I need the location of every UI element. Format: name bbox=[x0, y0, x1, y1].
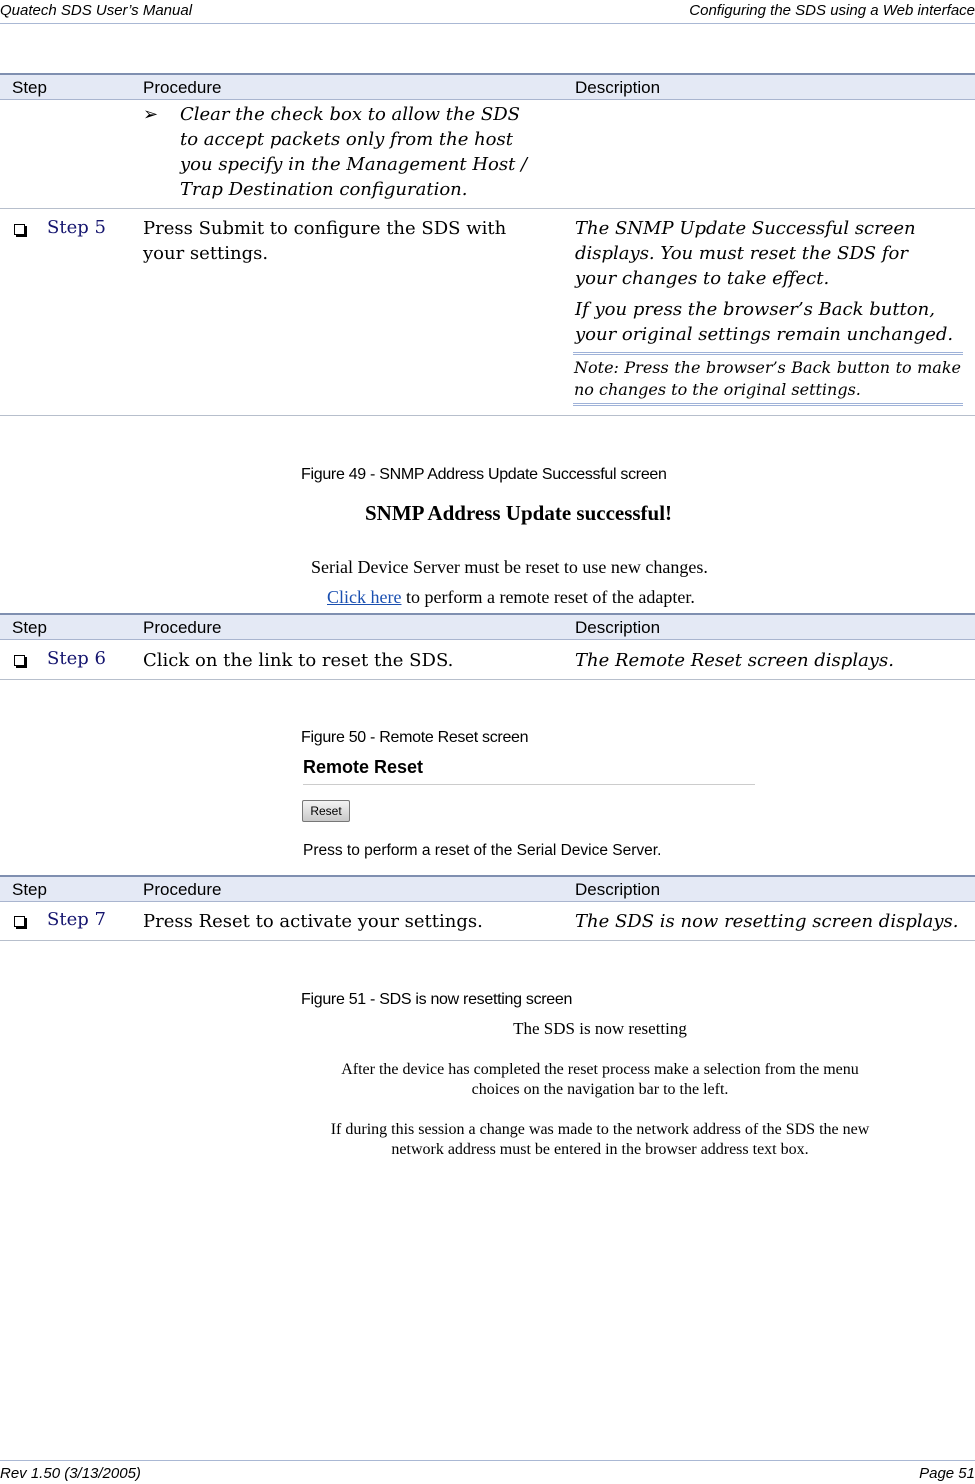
arrow-bullet-icon: ➢ bbox=[143, 104, 159, 125]
checkbox-icon[interactable] bbox=[14, 224, 25, 235]
column-step: Step bbox=[12, 78, 47, 97]
bullet-line: Clear the check box to allow the SDS bbox=[180, 104, 521, 125]
remote-reset-line bbox=[327, 587, 695, 608]
page-header bbox=[0, 0, 975, 24]
page-footer bbox=[0, 1460, 975, 1484]
reset-button[interactable]: Reset bbox=[302, 800, 350, 822]
header-section-title: Configuring the SDS using a Web interface bbox=[689, 2, 975, 19]
description-line: If you press the browser’s Back button, bbox=[575, 299, 935, 320]
column-step: Step bbox=[12, 618, 47, 637]
step-label: Step 7 bbox=[47, 909, 106, 930]
column-procedure: Procedure bbox=[143, 618, 222, 637]
bullet-line: to accept packets only from the host bbox=[180, 129, 513, 150]
procedure-text: Press Reset to activate your settings. bbox=[143, 911, 483, 932]
column-step: Step bbox=[12, 880, 47, 899]
description-line: displays. You must reset the SDS for bbox=[575, 243, 908, 264]
note-box: Note: Press the browser’s Back button to make no changes to the original settings. bbox=[573, 352, 963, 406]
description-line: The SNMP Update Successful screen bbox=[575, 218, 916, 239]
procedure-text: Click on the link to reset the SDS. bbox=[143, 650, 454, 671]
row-divider bbox=[0, 415, 975, 416]
procedure-line: Press Submit to configure the SDS with bbox=[143, 218, 507, 239]
remote-reset-title: Remote Reset bbox=[303, 757, 424, 777]
checkbox-icon[interactable] bbox=[14, 655, 25, 666]
row-divider bbox=[0, 940, 975, 941]
figure-caption: Figure 51 - SDS is now resetting screen bbox=[301, 991, 573, 1008]
click-here-link[interactable]: Click here bbox=[327, 587, 402, 607]
checkbox-icon[interactable] bbox=[14, 916, 25, 927]
paragraph-line: network address must be entered in the browser address text box. bbox=[391, 1141, 809, 1158]
table-header bbox=[0, 613, 975, 640]
description-line: your original settings remain unchanged. bbox=[575, 324, 954, 345]
reset-instruction-text: Press to perform a reset of the Serial Device Server. bbox=[303, 842, 662, 859]
description-text: The SDS is now resetting screen displays. bbox=[575, 911, 959, 932]
row-divider bbox=[0, 208, 975, 209]
footer-revision: Rev 1.50 (3/13/2005) bbox=[0, 1465, 141, 1482]
bullet-text bbox=[180, 102, 527, 202]
description-line: your changes to take effect. bbox=[575, 268, 830, 289]
resetting-paragraph-2 bbox=[300, 1120, 900, 1160]
remote-reset-text: to perform a remote reset of the adapter. bbox=[401, 587, 695, 607]
column-procedure: Procedure bbox=[143, 880, 222, 899]
column-description: Description bbox=[575, 880, 661, 899]
paragraph-line: If during this session a change was made to the network address of the SDS the new bbox=[330, 1121, 870, 1138]
column-description: Description bbox=[575, 618, 661, 637]
bullet-line: Trap Destination configuration. bbox=[180, 179, 468, 200]
column-description: Description bbox=[575, 78, 661, 97]
step-label: Step 5 bbox=[47, 217, 106, 238]
description-text bbox=[575, 216, 916, 291]
table-header bbox=[0, 73, 975, 100]
title-divider bbox=[303, 784, 755, 785]
description-text-2 bbox=[575, 297, 953, 347]
figure-caption: Figure 49 - SNMP Address Update Successful screen bbox=[301, 466, 667, 483]
resetting-paragraph-1 bbox=[300, 1060, 900, 1100]
column-procedure: Procedure bbox=[143, 78, 222, 97]
procedure-text bbox=[143, 216, 506, 266]
row-divider bbox=[0, 679, 975, 680]
paragraph-line: After the device has completed the reset process make a selection from the menu bbox=[341, 1061, 859, 1078]
paragraph-line: choices on the navigation bar to the left. bbox=[471, 1081, 729, 1098]
description-text: The Remote Reset screen displays. bbox=[575, 650, 894, 671]
header-manual-title: Quatech SDS User’s Manual bbox=[0, 2, 193, 19]
procedure-line: your settings. bbox=[143, 243, 269, 264]
table-header bbox=[0, 875, 975, 902]
footer-page-number: Page 51 bbox=[919, 1465, 975, 1482]
step-label: Step 6 bbox=[47, 648, 106, 669]
reset-required-text: Serial Device Server must be reset to use new changes. bbox=[311, 557, 708, 577]
resetting-title: The SDS is now resetting bbox=[513, 1019, 687, 1038]
figure-caption: Figure 50 - Remote Reset screen bbox=[301, 729, 529, 746]
bullet-line: you specify in the Management Host / bbox=[180, 154, 528, 175]
snmp-success-title: SNMP Address Update successful! bbox=[365, 501, 673, 525]
